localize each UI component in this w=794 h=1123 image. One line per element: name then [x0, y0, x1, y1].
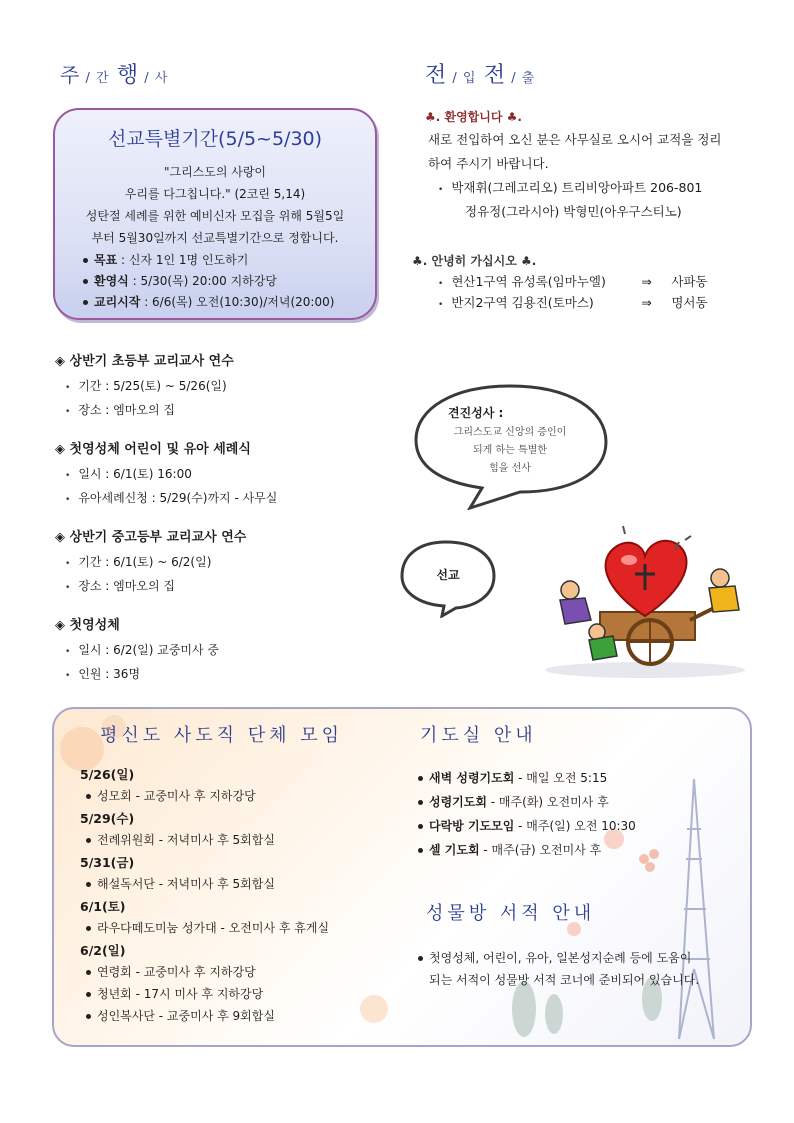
event-title: ◈ 상반기 초등부 교리교사 연수	[55, 354, 234, 369]
welcome-heading: ♣. 환영합니다 ♣.	[425, 110, 522, 124]
meeting-date: 6/2(일)	[80, 943, 126, 958]
bullet-icon	[86, 970, 91, 975]
bullet-icon	[418, 956, 423, 961]
welcome-text-1: 새로 전입하여 오신 분은 사무실로 오시어 교적을 정리	[428, 132, 722, 147]
bullet-icon: •	[65, 495, 71, 505]
meeting-item: 연령회 - 교중미사 후 지하강당	[86, 963, 256, 980]
meeting-date: 5/31(금)	[80, 855, 135, 870]
event-title: ◈ 첫영성체 어린이 및 유아 세례식	[55, 442, 251, 457]
bullet-icon	[86, 838, 91, 843]
meeting-item: 해설독서단 - 저녁미사 후 5회합실	[86, 875, 275, 892]
bullet-icon	[83, 258, 88, 263]
mission-quote-2: 우리를 다그칩니다." (2코린 5,14)	[124, 187, 306, 201]
mission-title: 선교특별기간(5/5~5/30)	[107, 128, 323, 150]
bullet-icon	[418, 800, 423, 805]
mission-desc-2: 부터 5월30일까지 선교특별기간으로 정합니다.	[91, 231, 339, 245]
event-line: • 장소 : 엠마오의 집	[55, 399, 234, 423]
event-line: • 기간 : 6/1(토) ~ 6/2(일)	[55, 551, 246, 575]
meeting-item: 성모회 - 교중미사 후 지하강당	[86, 787, 256, 804]
welcome-person-2: 정유정(그라시아) 박형민(아우구스티노)	[465, 204, 682, 219]
weekly-events-title: 주 / 간 행 / 사	[60, 63, 169, 88]
bubble-text: 선교	[436, 568, 460, 582]
event-block	[55, 438, 277, 511]
mission-speech-bubble	[398, 538, 498, 618]
prayer-item: 성령기도회 - 매주(화) 오전미사 후	[418, 793, 609, 810]
bullet-icon	[86, 794, 91, 799]
event-line: • 유아세례신청 : 5/29(수)까지 - 사무실	[55, 487, 277, 511]
bubble-text: 그리스도교 신앙의 증인이 되게 하는 특별한 힘을 선사	[453, 427, 567, 474]
store-title: 성물방 서적 안내	[426, 903, 596, 924]
prayer-item: 새벽 성령기도회 - 매일 오전 5:15	[418, 769, 607, 786]
farewell-row: • 현산1구역 유성록(임마누엘) ⇒ 사파동	[438, 270, 708, 296]
event-title: ◈ 첫영성체	[55, 618, 120, 633]
event-line: • 일시 : 6/1(토) 16:00	[55, 463, 277, 487]
event-block	[55, 350, 234, 423]
mission-period-box	[53, 108, 377, 320]
confirmation-speech-bubble	[410, 380, 610, 510]
meeting-item: 청년회 - 17시 미사 후 지하강당	[86, 985, 263, 1002]
heart-cart-icon	[525, 520, 755, 680]
bullet-icon: •	[438, 300, 444, 310]
bullet-icon: •	[65, 407, 71, 417]
meeting-date: 5/29(수)	[80, 811, 135, 826]
bullet-icon	[86, 882, 91, 887]
event-title: ◈ 상반기 중고등부 교리교사 연수	[55, 530, 247, 545]
transfer-title: 전 / 입 전 / 출	[425, 63, 536, 88]
bullet-icon: •	[65, 583, 71, 593]
store-text-2: 되는 서적이 성물방 서적 코너에 준비되어 있습니다.	[429, 973, 700, 987]
bullet-icon: •	[65, 647, 71, 657]
bullet-icon	[418, 776, 423, 781]
event-line: • 기간 : 5/25(토) ~ 5/26(일)	[55, 375, 234, 399]
bullet-icon	[86, 1014, 91, 1019]
event-block	[55, 526, 246, 599]
bullet-icon: •	[65, 671, 71, 681]
meeting-date: 5/26(일)	[80, 767, 135, 782]
event-line: • 일시 : 6/2(일) 교중미사 중	[55, 639, 219, 663]
bullet-icon: •	[65, 471, 71, 481]
bullet-icon: •	[438, 279, 444, 289]
heart-cart-illustration	[525, 520, 755, 680]
prayer-room-title: 기도실 안내	[420, 725, 537, 746]
mission-item-goal: 목표 : 신자 1인 1명 인도하기	[83, 250, 248, 271]
bullet-icon	[86, 992, 91, 997]
event-line: • 장소 : 엠마오의 집	[55, 575, 246, 599]
mission-desc-1: 성탄절 세례를 위한 예비신자 모집을 위해 5월5일	[85, 209, 345, 223]
meeting-item: 전례위원회 - 저녁미사 후 5회합실	[86, 831, 275, 848]
meeting-item: 라우다떼도미눔 성가대 - 오전미사 후 휴게실	[86, 919, 329, 936]
mission-quote-1: "그리스도의 사랑이	[163, 165, 267, 179]
store-text-1: 첫영성체, 어린이, 유아, 일본성지순례 등에 도움이	[418, 949, 691, 966]
prayer-item: 셀 기도회 - 매주(금) 오전미사 후	[418, 841, 601, 858]
bullet-icon	[83, 279, 88, 284]
bottom-info-panel	[52, 707, 752, 1047]
mission-item-catechism: 교리시작 : 6/6(목) 오전(10:30)/저녁(20:00)	[83, 292, 334, 313]
farewell-heading: ♣. 안녕히 가십시오 ♣.	[412, 254, 537, 268]
bullet-icon: •	[438, 185, 444, 195]
meeting-item: 성인복사단 - 교중미사 후 9회합실	[86, 1007, 275, 1024]
bullet-icon	[418, 848, 423, 853]
bullet-icon	[418, 824, 423, 829]
welcome-text-2: 하여 주시기 바랍니다.	[428, 156, 549, 171]
bullet-icon	[83, 300, 88, 305]
bullet-icon	[86, 926, 91, 931]
meeting-date: 6/1(토)	[80, 899, 126, 914]
bullet-icon: •	[65, 559, 71, 569]
bullet-icon: •	[65, 383, 71, 393]
prayer-item: 다락방 기도모임 - 매주(일) 오전 10:30	[418, 817, 636, 834]
welcome-person-1: • 박재휘(그레고리오) 트리비앙아파트 206-801	[438, 176, 702, 202]
bubble-title: 견진성사 :	[448, 406, 504, 420]
mission-item-welcome: 환영식 : 5/30(목) 20:00 지하강당	[83, 271, 277, 292]
event-line: • 인원 : 36명	[55, 663, 219, 687]
meetings-title: 평신도 사도직 단체 모임	[100, 725, 344, 746]
farewell-row: • 반지2구역 김용진(토마스) ⇒ 명서동	[438, 291, 708, 317]
event-block	[55, 614, 219, 687]
